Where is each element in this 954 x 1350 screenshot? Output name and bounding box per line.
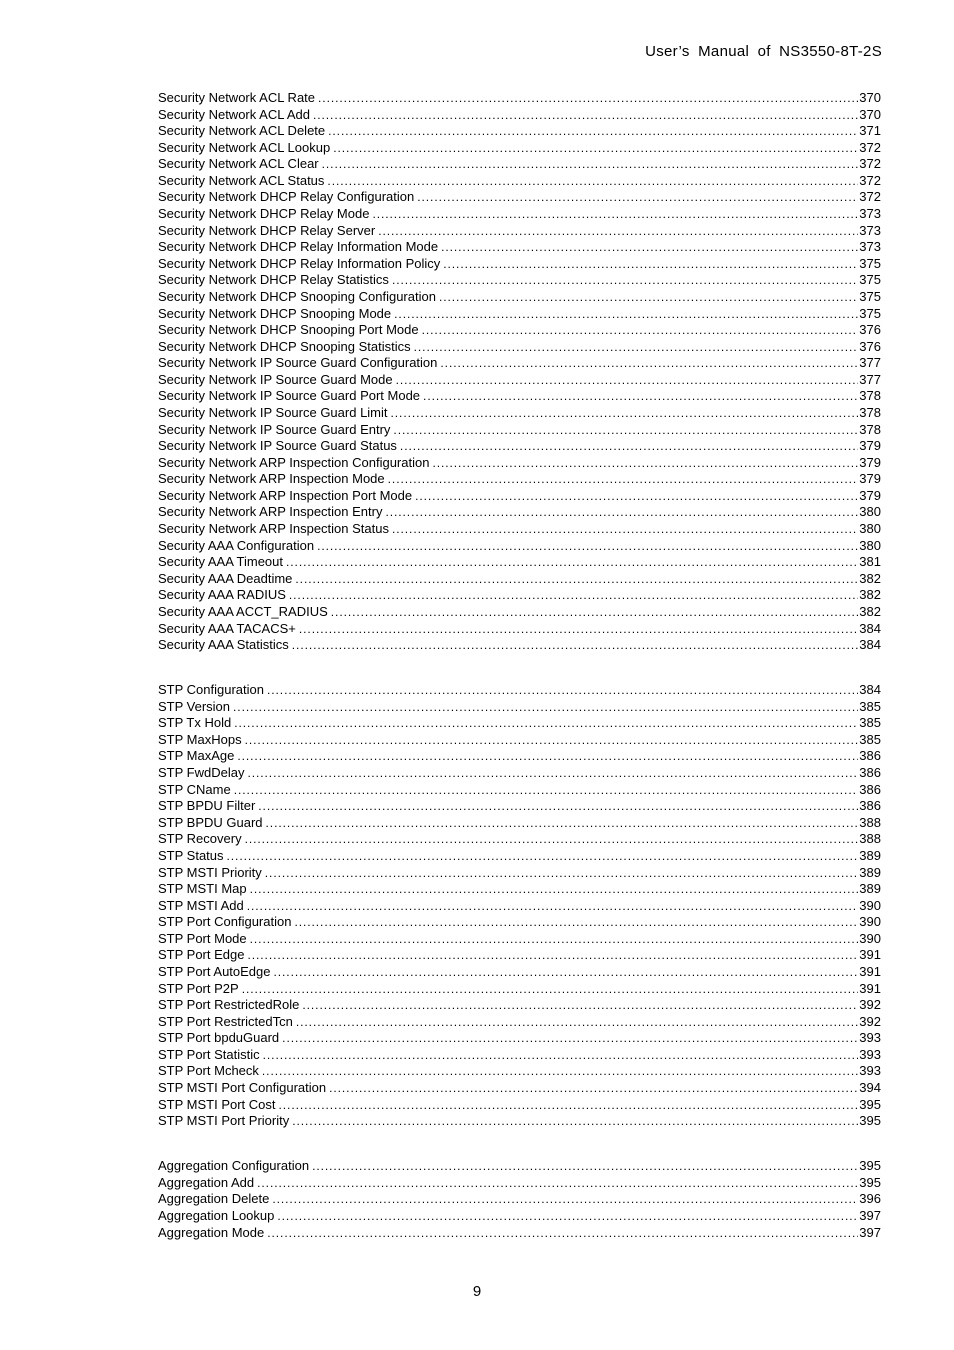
toc-entry-title: Security Network ACL Delete (158, 123, 326, 139)
toc-entry-page: 373 (859, 206, 881, 222)
toc-entry-title: STP Port AutoEdge (158, 963, 271, 979)
toc-entry-page: 390 (859, 897, 881, 913)
toc-entry-title: STP MSTI Port Cost (158, 1096, 276, 1112)
toc-entry-title: Aggregation Add (158, 1174, 255, 1190)
toc-entry-title: Aggregation Lookup (158, 1208, 275, 1223)
toc-entry-title: Security Network DHCP Snooping Mode (158, 305, 392, 321)
toc-dot-leader (328, 123, 858, 140)
toc-entry[interactable] (158, 848, 881, 865)
section-gap (158, 654, 881, 683)
toc-entry-page: 395 (859, 1096, 881, 1112)
toc-dot-leader (439, 289, 858, 306)
toc-entry-title: Security Network DHCP Relay Configuration (158, 189, 415, 205)
toc-entry-page: 372 (859, 139, 881, 155)
toc-entry-title: Security Network ARP Inspection Port Mode (158, 487, 413, 503)
toc-entry-page: 382 (859, 603, 881, 619)
toc-entry-title: Security Network DHCP Relay Information Mode (158, 239, 439, 255)
toc-dot-leader (294, 914, 858, 931)
toc-dot-leader (242, 981, 859, 998)
toc-entry[interactable] (158, 90, 881, 107)
toc-entry-title: Security Network ARP Inspection Configuration (158, 454, 430, 470)
toc-entry[interactable] (158, 107, 881, 124)
toc-dot-leader (396, 372, 859, 389)
table-of-contents (158, 90, 881, 1241)
toc-entry-title: Aggregation Mode (158, 1224, 265, 1240)
toc-entry[interactable] (158, 355, 881, 372)
toc-entry-page: 390 (859, 914, 881, 930)
toc-entry-page: 389 (859, 864, 881, 880)
toc-dot-leader (272, 1191, 858, 1208)
toc-entry[interactable] (158, 782, 881, 799)
toc-entry-title: STP Port P2P (158, 980, 239, 996)
toc-entry-title: Security AAA Configuration (158, 537, 315, 553)
toc-entry[interactable] (158, 1014, 881, 1031)
toc-entry-page: 379 (859, 438, 881, 454)
toc-dot-leader (234, 715, 858, 732)
toc-dot-leader (385, 504, 858, 521)
toc-entry-title: STP Port RestrictedRole (158, 997, 300, 1013)
toc-entry-title: Security Network DHCP Relay Statistics (158, 272, 389, 288)
toc-entry-page: 375 (859, 255, 881, 271)
toc-entry-page: 372 (859, 172, 881, 188)
toc-dot-leader (440, 355, 858, 372)
toc-entry-page: 396 (859, 1191, 881, 1207)
toc-dot-leader (279, 1097, 859, 1114)
toc-entry-title: Security Network DHCP Relay Information Policy (158, 255, 441, 271)
toc-entry[interactable] (158, 1047, 881, 1064)
toc-entry[interactable] (158, 206, 881, 223)
toc-dot-leader (247, 765, 858, 782)
toc-entry-page: 370 (859, 106, 881, 122)
toc-entry-page: 376 (859, 322, 881, 338)
toc-entry[interactable] (158, 239, 881, 256)
toc-entry-title: STP Version (158, 698, 231, 714)
toc-dot-leader (266, 815, 859, 832)
toc-dot-leader (318, 90, 858, 107)
toc-entry-title: STP Tx Hold (158, 715, 232, 731)
toc-entry-page: 373 (859, 239, 881, 255)
toc-dot-leader (265, 865, 859, 882)
toc-dot-leader (432, 455, 858, 472)
toc-entry-title: Security AAA RADIUS (158, 587, 286, 603)
toc-dot-leader (372, 206, 858, 223)
toc-entry[interactable] (158, 765, 881, 782)
toc-entry-page: 382 (859, 587, 881, 603)
toc-entry-page: 375 (859, 272, 881, 288)
toc-entry-title: STP MSTI Add (158, 897, 244, 913)
toc-dot-leader (417, 189, 858, 206)
toc-entry-title: Security Network ACL Add (158, 106, 310, 122)
toc-dot-leader (422, 322, 859, 339)
toc-dot-leader (302, 997, 858, 1014)
toc-dot-leader (331, 604, 859, 621)
toc-entry-title: Security Network IP Source Guard Configuration (158, 355, 438, 371)
toc-entry[interactable] (158, 554, 881, 571)
toc-entry-title: STP Port bpduGuard (158, 1030, 280, 1046)
toc-entry-page: 385 (859, 715, 881, 731)
toc-dot-leader (329, 1080, 858, 1097)
toc-dot-leader (394, 306, 858, 323)
toc-entry[interactable] (158, 339, 881, 356)
toc-dot-leader (296, 1014, 858, 1031)
toc-dot-leader (393, 422, 858, 439)
toc-entry-title: Security Network DHCP Snooping Configuration (158, 288, 436, 304)
toc-dot-leader (299, 621, 858, 638)
toc-entry-title: Security Network ACL Rate (158, 90, 316, 105)
toc-entry-title: Security AAA Timeout (158, 554, 284, 570)
toc-entry-title: STP Port Edge (158, 947, 245, 963)
toc-entry-title: Security Network DHCP Snooping Port Mode (158, 322, 419, 338)
toc-dot-leader (414, 339, 859, 356)
toc-entry-title: Security Network IP Source Guard Port Mode (158, 388, 421, 404)
toc-entry-page: 384 (859, 620, 881, 636)
toc-entry-title: Security Network ARP Inspection Entry (158, 504, 383, 520)
toc-entry-page: 382 (859, 570, 881, 586)
toc-entry-page: 386 (859, 781, 881, 797)
toc-entry[interactable] (158, 504, 881, 521)
section-gap (158, 1130, 881, 1159)
toc-entry[interactable] (158, 1191, 881, 1208)
toc-entry-page: 379 (859, 454, 881, 470)
toc-entry-title: STP CName (158, 781, 231, 797)
toc-entry-title: STP Port Mcheck (158, 1063, 259, 1079)
toc-entry-page: 388 (859, 831, 881, 847)
toc-entry-page: 386 (859, 798, 881, 814)
toc-entry[interactable] (158, 173, 881, 190)
toc-entry-page: 394 (859, 1080, 881, 1096)
toc-entry[interactable] (158, 140, 881, 157)
toc-dot-leader (267, 682, 858, 699)
toc-dot-leader (245, 732, 859, 749)
toc-dot-leader (263, 1047, 859, 1064)
toc-entry-title: Security Network IP Source Guard Limit (158, 404, 388, 420)
toc-entry-title: Security Network DHCP Relay Mode (158, 206, 370, 222)
toc-dot-leader (234, 782, 859, 799)
running-header: User’s Manual of NS3550-8T-2S (645, 43, 882, 60)
toc-entry[interactable] (158, 372, 881, 389)
toc-entry[interactable] (158, 1158, 881, 1175)
toc-entry-page: 380 (859, 521, 881, 537)
toc-entry-title: Security Network IP Source Guard Entry (158, 421, 391, 437)
toc-dot-leader (247, 947, 858, 964)
toc-entry-title: STP MaxHops (158, 731, 242, 747)
toc-dot-leader (262, 1063, 858, 1080)
toc-entry-page: 372 (859, 189, 881, 205)
toc-dot-leader (292, 637, 859, 654)
toc-entry-page: 372 (859, 156, 881, 172)
toc-entry-page: 380 (859, 537, 881, 553)
toc-entry-title: Aggregation Delete (158, 1191, 270, 1207)
toc-entry-page: 375 (859, 305, 881, 321)
toc-entry[interactable] (158, 798, 881, 815)
toc-entry[interactable] (158, 272, 881, 289)
toc-entry-page: 371 (859, 123, 881, 139)
toc-dot-leader (443, 256, 858, 273)
toc-entry[interactable] (158, 521, 881, 538)
toc-entry-page: 378 (859, 404, 881, 420)
toc-entry[interactable] (158, 898, 881, 915)
toc-entry[interactable] (158, 438, 881, 455)
toc-entry-title: STP Status (158, 847, 224, 863)
toc-entry-title: STP FwdDelay (158, 765, 245, 781)
toc-entry[interactable] (158, 538, 881, 555)
toc-entry[interactable] (158, 732, 881, 749)
toc-dot-leader (295, 571, 858, 588)
toc-entry-page: 373 (859, 222, 881, 238)
toc-entry-page: 392 (859, 997, 881, 1013)
toc-entry-page: 375 (859, 288, 881, 304)
toc-entry-title: STP MaxAge (158, 748, 235, 764)
toc-entry-page: 391 (859, 947, 881, 963)
toc-entry[interactable] (158, 405, 881, 422)
toc-entry[interactable] (158, 322, 881, 339)
toc-entry-page: 377 (859, 355, 881, 371)
toc-dot-leader (400, 438, 858, 455)
toc-entry[interactable] (158, 1080, 881, 1097)
toc-entry-title: Security Network ACL Clear (158, 156, 319, 172)
toc-entry-page: 391 (859, 980, 881, 996)
toc-entry[interactable] (158, 388, 881, 405)
toc-dot-leader (237, 748, 858, 765)
toc-entry-page: 389 (859, 881, 881, 897)
toc-entry[interactable] (158, 682, 881, 699)
toc-dot-leader (274, 964, 859, 981)
toc-entry[interactable] (158, 914, 881, 931)
toc-entry[interactable] (158, 156, 881, 173)
toc-entry[interactable] (158, 455, 881, 472)
toc-entry[interactable] (158, 1097, 881, 1114)
toc-dot-leader (317, 538, 858, 555)
toc-entry-page: 377 (859, 371, 881, 387)
toc-dot-leader (423, 388, 858, 405)
toc-entry-title: Security Network IP Source Guard Mode (158, 371, 393, 387)
toc-entry-page: 386 (859, 765, 881, 781)
toc-entry-title: Aggregation Configuration (158, 1158, 310, 1174)
toc-entry-page: 379 (859, 471, 881, 487)
toc-entry[interactable] (158, 637, 881, 654)
toc-entry[interactable] (158, 1175, 881, 1192)
toc-entry[interactable] (158, 997, 881, 1014)
toc-entry-page: 385 (859, 731, 881, 747)
toc-entry-page: 395 (859, 1158, 881, 1174)
toc-dot-leader (292, 1113, 858, 1130)
toc-dot-leader (441, 239, 858, 256)
toc-dot-leader (267, 1225, 858, 1242)
toc-entry-title: Security Network ARP Inspection Mode (158, 471, 385, 487)
toc-dot-leader (392, 272, 858, 289)
toc-entry-page: 380 (859, 504, 881, 520)
toc-entry-page: 388 (859, 814, 881, 830)
toc-dot-leader (333, 140, 858, 157)
toc-dot-leader (289, 587, 858, 604)
toc-entry-page: 389 (859, 847, 881, 863)
toc-dot-leader (258, 798, 858, 815)
toc-entry-title: Security Network ACL Status (158, 172, 325, 188)
toc-entry[interactable] (158, 715, 881, 732)
toc-entry[interactable] (158, 471, 881, 488)
toc-entry-page: 384 (859, 637, 881, 653)
toc-entry-title: STP Recovery (158, 831, 242, 847)
toc-dot-leader (282, 1030, 858, 1047)
toc-entry[interactable] (158, 223, 881, 240)
toc-entry-title: Security Network DHCP Relay Server (158, 222, 376, 238)
toc-entry-page: 379 (859, 487, 881, 503)
toc-entry[interactable] (158, 587, 881, 604)
toc-entry-page: 393 (859, 1030, 881, 1046)
toc-entry[interactable] (158, 831, 881, 848)
toc-entry-title: STP MSTI Priority (158, 864, 262, 880)
toc-entry-page: 391 (859, 963, 881, 979)
toc-dot-leader (327, 173, 858, 190)
toc-entry-page: 384 (859, 682, 881, 698)
toc-entry[interactable] (158, 123, 881, 140)
toc-entry-page: 397 (859, 1224, 881, 1240)
page-number: 9 (472, 1283, 482, 1300)
toc-dot-leader (312, 1158, 858, 1175)
toc-entry[interactable] (158, 931, 881, 948)
toc-entry-page: 381 (859, 554, 881, 570)
toc-dot-leader (227, 848, 859, 865)
toc-entry-title: Security Network DHCP Snooping Statistics (158, 338, 411, 354)
toc-entry-title: Security AAA Statistics (158, 637, 289, 653)
toc-dot-leader (392, 521, 858, 538)
toc-entry-page: 395 (859, 1174, 881, 1190)
toc-entry[interactable] (158, 815, 881, 832)
toc-dot-leader (286, 554, 858, 571)
toc-entry-page: 386 (859, 748, 881, 764)
toc-entry-title: STP Port RestrictedTcn (158, 1013, 293, 1029)
toc-entry[interactable] (158, 604, 881, 621)
toc-entry[interactable] (158, 488, 881, 505)
toc-dot-leader (250, 881, 859, 898)
toc-entry-title: Security Network ARP Inspection Status (158, 521, 389, 537)
toc-entry-page: 390 (859, 930, 881, 946)
toc-entry-title: STP MSTI Port Priority (158, 1113, 290, 1129)
toc-dot-leader (257, 1175, 858, 1192)
toc-entry-page: 395 (859, 1113, 881, 1129)
toc-entry-title: Security AAA Deadtime (158, 570, 293, 586)
toc-entry-title: STP Port Mode (158, 930, 247, 946)
toc-dot-leader (391, 405, 859, 422)
toc-entry[interactable] (158, 1030, 881, 1047)
toc-entry[interactable] (158, 947, 881, 964)
toc-entry[interactable] (158, 865, 881, 882)
toc-entry[interactable] (158, 1225, 881, 1242)
toc-dot-leader (415, 488, 858, 505)
toc-dot-leader (247, 898, 859, 915)
toc-entry-page: 378 (859, 421, 881, 437)
toc-entry[interactable] (158, 964, 881, 981)
toc-entry-page: 385 (859, 698, 881, 714)
toc-entry[interactable] (158, 422, 881, 439)
toc-entry[interactable] (158, 306, 881, 323)
toc-entry-page: 397 (859, 1208, 881, 1223)
toc-entry-title: STP Configuration (158, 682, 264, 698)
toc-entry-title: Security Network IP Source Guard Status (158, 438, 397, 454)
toc-entry[interactable] (158, 881, 881, 898)
toc-entry[interactable] (158, 1113, 881, 1130)
toc-entry-title: STP Port Configuration (158, 914, 292, 930)
toc-entry-page: 393 (859, 1063, 881, 1079)
toc-entry-title: STP BPDU Filter (158, 798, 256, 814)
toc-dot-leader (313, 107, 858, 124)
toc-entry-title: STP MSTI Map (158, 881, 247, 897)
toc-entry[interactable] (158, 699, 881, 716)
toc-entry[interactable] (158, 571, 881, 588)
toc-entry-page: 392 (859, 1013, 881, 1029)
toc-entry[interactable] (158, 621, 881, 638)
toc-entry[interactable] (158, 1063, 881, 1080)
toc-entry-page: 378 (859, 388, 881, 404)
toc-entry[interactable] (158, 256, 881, 273)
toc-dot-leader (277, 1208, 858, 1225)
toc-dot-leader (378, 223, 858, 240)
toc-dot-leader (233, 699, 858, 716)
toc-dot-leader (322, 156, 859, 173)
toc-entry[interactable] (158, 289, 881, 306)
toc-entry-title: STP MSTI Port Configuration (158, 1080, 327, 1096)
toc-entry-title: STP Port Statistic (158, 1046, 260, 1062)
toc-entry[interactable] (158, 981, 881, 998)
toc-entry-title: Security AAA ACCT_RADIUS (158, 603, 328, 619)
toc-dot-leader (245, 831, 859, 848)
toc-entry-title: Security AAA TACACS+ (158, 620, 296, 636)
toc-entry[interactable] (158, 1208, 881, 1225)
toc-entry[interactable] (158, 189, 881, 206)
toc-entry-title: STP BPDU Guard (158, 814, 263, 830)
toc-entry-page: 370 (859, 90, 881, 105)
toc-entry[interactable] (158, 748, 881, 765)
toc-entry-title: Security Network ACL Lookup (158, 139, 331, 155)
toc-entry-page: 376 (859, 338, 881, 354)
toc-dot-leader (388, 471, 859, 488)
toc-entry-page: 393 (859, 1046, 881, 1062)
toc-dot-leader (250, 931, 859, 948)
